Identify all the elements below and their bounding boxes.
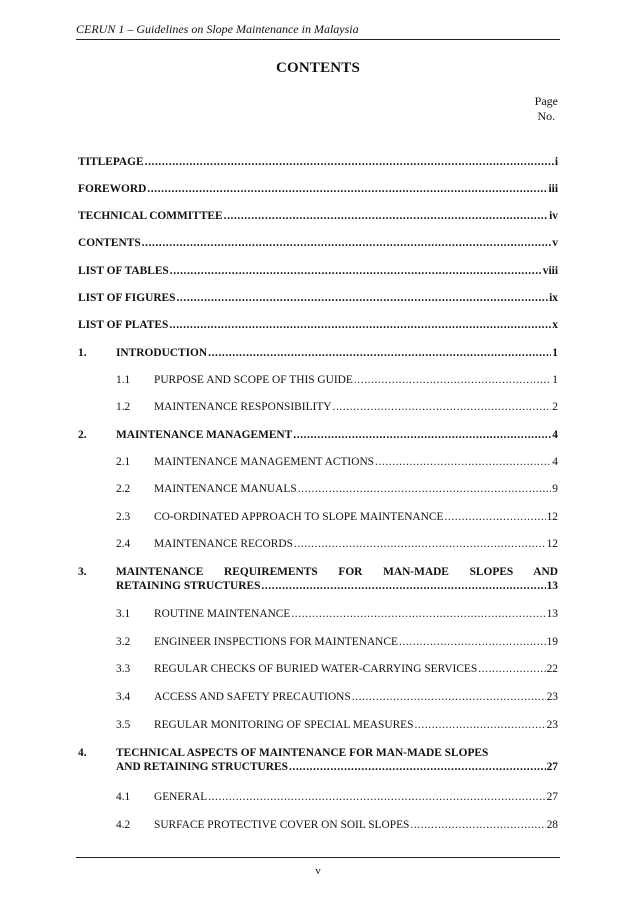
toc-entry-label: AND RETAINING STRUCTURES (116, 761, 288, 773)
leader-dots (478, 662, 545, 676)
toc-subentry[interactable] (78, 818, 558, 832)
toc-entry-number: 4.1 (116, 791, 131, 803)
toc-entry[interactable] (78, 291, 558, 305)
toc-entry-number: 3.5 (116, 719, 131, 731)
toc-subentry[interactable] (78, 607, 558, 621)
toc-entry-page: 4 (552, 429, 558, 441)
leader-dots (293, 428, 551, 442)
toc-entry-label: MAINTENANCE MANUALS (154, 483, 297, 495)
toc-entry-number: 3.2 (116, 636, 131, 648)
toc-entry-label: REGULAR MONITORING OF SPECIAL MEASURES (154, 719, 414, 731)
toc-entry[interactable] (78, 264, 558, 278)
toc-entry[interactable] (78, 428, 558, 442)
footer-rule (76, 857, 560, 858)
page-label: Page (534, 94, 558, 108)
toc-entry-label: SURFACE PROTECTIVE COVER ON SOIL SLOPES (154, 819, 410, 831)
toc-subentry[interactable] (78, 718, 558, 732)
toc-entry-page: 23 (546, 719, 558, 731)
leader-dots (354, 373, 551, 387)
toc-entry-number: 4. (78, 747, 87, 759)
toc-entry-label: TECHNICAL COMMITTEE (78, 210, 223, 222)
toc-entry-page: 13 (546, 580, 558, 592)
toc-entry[interactable] (78, 318, 558, 332)
running-header: CERUN 1 – Guidelines on Slope Maintenance in Malaysia (76, 22, 560, 40)
leader-dots (294, 537, 546, 551)
toc-entry-label: TITLEPAGE (78, 156, 144, 168)
toc-entry-page: 28 (546, 819, 558, 831)
toc-entry-page: 1 (552, 347, 558, 359)
toc-subentry[interactable] (78, 455, 558, 469)
leader-dots (224, 209, 549, 223)
toc-entry-label: CO-ORDINATED APPROACH TO SLOPE MAINTENANCE (154, 511, 444, 523)
leader-dots (208, 790, 545, 804)
toc-entry-number: 2.3 (116, 511, 131, 523)
leader-dots (261, 579, 545, 593)
toc-entry-label: LIST OF TABLES (78, 265, 169, 277)
toc-entry-label: LIST OF FIGURES (78, 292, 176, 304)
toc-entry-number: 4.2 (116, 819, 131, 831)
toc-entry-page: 9 (552, 483, 558, 495)
toc-entry-label: INTRODUCTION (116, 347, 208, 359)
toc-entry[interactable] (78, 209, 558, 223)
toc-entry-page: ix (549, 292, 558, 304)
leader-dots (414, 718, 545, 732)
toc-entry-number: 2.4 (116, 538, 131, 550)
toc-entry-number: 3.3 (116, 663, 131, 675)
leader-dots (170, 264, 542, 278)
toc-subentry[interactable] (78, 662, 558, 676)
toc-entry-number: 2. (78, 429, 87, 441)
toc-entry-page: 27 (546, 791, 558, 803)
toc-entry-label: CONTENTS (78, 237, 141, 249)
toc-entry-number: 2.2 (116, 483, 131, 495)
toc-entry-page: 19 (546, 636, 558, 648)
toc-entry-label: FOREWORD (78, 183, 147, 195)
leader-dots (208, 346, 551, 360)
toc-entry[interactable] (78, 565, 558, 593)
toc-subentry[interactable] (78, 790, 558, 804)
toc-entry-page: x (552, 319, 558, 331)
toc-entry-label: MAINTENANCE RECORDS (154, 538, 293, 550)
leader-dots (145, 155, 554, 169)
toc-entry-page: 12 (546, 511, 558, 523)
toc-entry-label: MAINTENANCE MANAGEMENT (116, 429, 293, 441)
toc-entry-page: 23 (546, 691, 558, 703)
toc-entry-label-line1: TECHNICAL ASPECTS OF MAINTENANCE FOR MAN-MADE SLOPES (116, 747, 489, 759)
leader-dots (142, 236, 552, 250)
toc-entry-page: iv (549, 210, 558, 222)
leader-dots (399, 635, 546, 649)
leader-dots (410, 818, 545, 832)
toc-entry-label: ACCESS AND SAFETY PRECAUTIONS (154, 691, 351, 703)
toc-entry-label: MAINTENANCE RESPONSIBILITY (154, 401, 332, 413)
toc-entry-label: ROUTINE MAINTENANCE (154, 608, 291, 620)
leader-dots (176, 291, 548, 305)
toc-entry-label: MAINTENANCE MANAGEMENT ACTIONS (154, 456, 375, 468)
toc-entry-page: 13 (546, 608, 558, 620)
toc-entry-label-line1: MAINTENANCE REQUIREMENTS FOR MAN-MADE SLOPES AND (116, 566, 558, 578)
toc-entry-page: 27 (546, 761, 558, 773)
toc-subentry[interactable] (78, 510, 558, 524)
toc-entry-page: viii (542, 265, 558, 277)
leader-dots (169, 318, 551, 332)
toc-subentry[interactable] (78, 537, 558, 551)
toc-entry-label: ENGINEER INSPECTIONS FOR MAINTENANCE (154, 636, 398, 648)
toc-entry[interactable] (78, 746, 558, 774)
toc-entry-page: 12 (546, 538, 558, 550)
toc-subentry[interactable] (78, 690, 558, 704)
toc-entry[interactable] (78, 236, 558, 250)
toc-entry-label: LIST OF PLATES (78, 319, 169, 331)
leader-dots (298, 482, 552, 496)
toc-entry-number: 2.1 (116, 456, 131, 468)
toc-entry[interactable] (78, 155, 558, 169)
toc-subentry[interactable] (78, 635, 558, 649)
leader-dots (289, 760, 546, 774)
toc-entry-page: i (554, 156, 558, 168)
toc-entry-page: 22 (546, 663, 558, 675)
toc-entry-page: 2 (552, 401, 558, 413)
page-title: CONTENTS (275, 60, 361, 76)
leader-dots (291, 607, 545, 621)
toc-entry-page: iii (548, 183, 558, 195)
toc-entry-label: REGULAR CHECKS OF BURIED WATER-CARRYING SERVICES (154, 663, 478, 675)
toc-subentry[interactable] (78, 482, 558, 496)
leader-dots (352, 690, 546, 704)
toc-entry-label: RETAINING STRUCTURES (116, 580, 261, 592)
toc-entry-number: 1.2 (116, 401, 131, 413)
toc-entry-page: 4 (552, 456, 558, 468)
toc-entry-number: 3.1 (116, 608, 131, 620)
page-number-footer: v (315, 865, 321, 877)
leader-dots (444, 510, 545, 524)
toc-entry[interactable] (78, 346, 558, 360)
toc-entry-number: 3.4 (116, 691, 131, 703)
page-no-label: No. (537, 109, 556, 123)
toc-entry[interactable] (78, 182, 558, 196)
toc-entry-page: v (552, 237, 558, 249)
toc-entry-page: 1 (552, 374, 558, 386)
leader-dots (333, 400, 552, 414)
leader-dots (147, 182, 547, 196)
toc-subentry[interactable] (78, 400, 558, 414)
page-number-column-heading (535, 94, 558, 124)
toc-entry-label: PURPOSE AND SCOPE OF THIS GUIDE (154, 374, 353, 386)
leader-dots (375, 455, 551, 469)
toc-entry-number: 1. (78, 347, 87, 359)
toc-entry-label: GENERAL (154, 791, 208, 803)
toc-entry-number: 3. (78, 566, 87, 578)
toc-subentry[interactable] (78, 373, 558, 387)
toc-entry-number: 1.1 (116, 374, 131, 386)
